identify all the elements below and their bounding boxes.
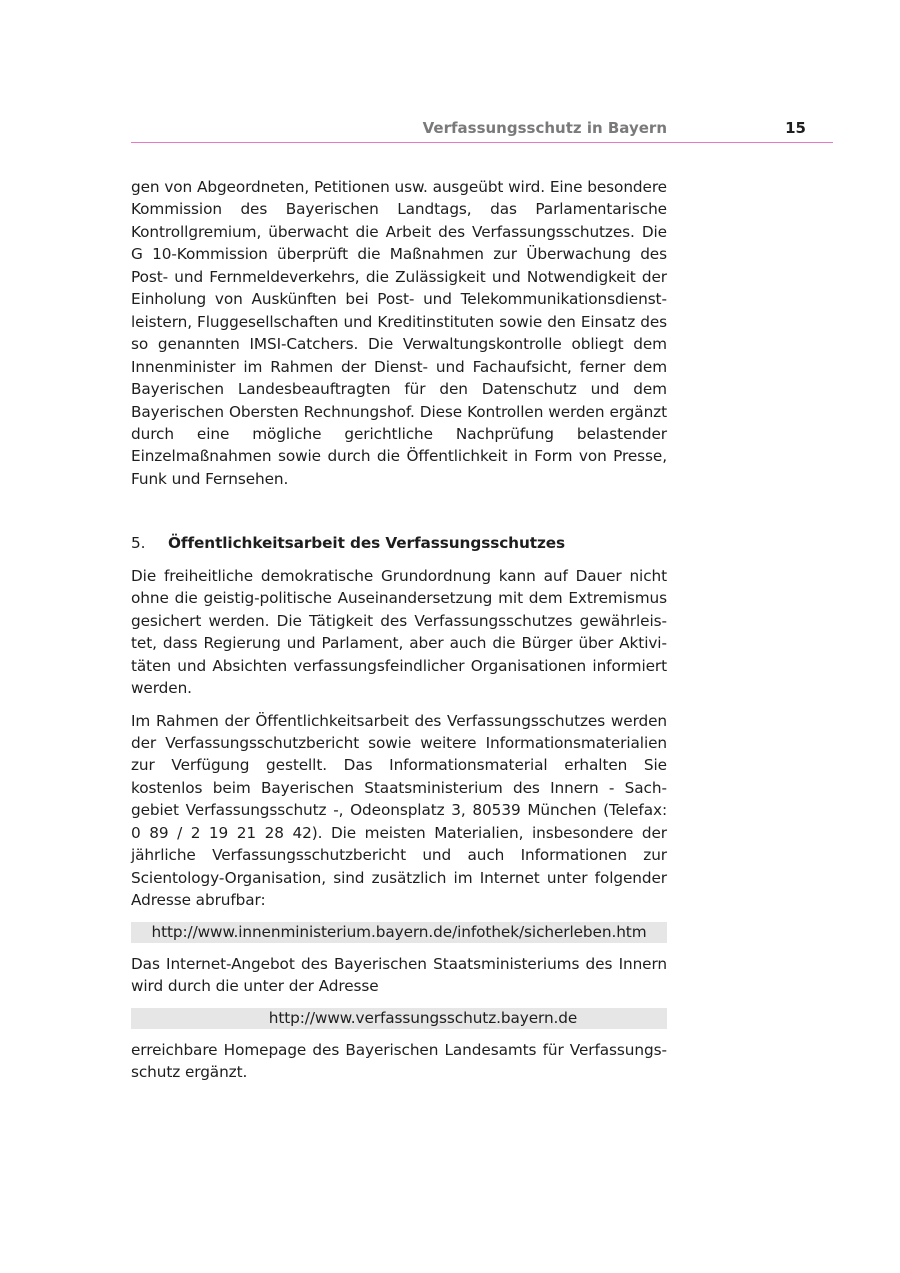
section-number: 5.	[131, 534, 146, 553]
paragraph-1: gen von Abgeordneten, Petitionen usw. ausgeübt wird. Eine besondere Kommission des Bayerischen Landtags, das Parlamentarische Kontrollgremium, überwacht die Arbeit des Verfassungsschutzes. Die G 10-Kommission überprüft die Maßnahmen zur Überwachung des Post- und Fernmeldeverkehrs, die Zulässigkeit und Notwendigkeit der Einholung von Auskünften bei Post- und Telekommunikationsdienstleistern, Fluggesellschaften und Kreditinstituten sowie den Einsatz des so genannten IMSI-Catchers. Die Verwaltungskontrolle obliegt dem Innenminister im Rahmen der Dienst- und Fachaufsicht, ferner dem Bayerischen Landesbeauftragten für den Datenschutz und dem Bayerischen Obersten Rechnungshof. Diese Kontrollen werden ergänzt durch eine mögliche gerichtliche Nachprüfung belastender Einzelmaßnahmen sowie durch die Öffentlichkeit in Form von Presse, Funk und Fernsehen.	[131, 178, 667, 488]
page-number: 15	[785, 119, 806, 137]
running-head	[131, 118, 833, 143]
section-heading	[131, 532, 667, 554]
paragraph-3: Im Rahmen der Öffentlichkeitsarbeit des Verfassungsschutzes werden der Verfassungsschutzbericht sowie weitere Informationsmaterialien zur Verfügung gestellt. Das Informationsmaterial erhalten Sie kostenlos beim Bayerischen Staatsministerium des Innern - Sachgebiet Verfassungsschutz -, Odeonsplatz 3, 80539 München (Telefax: 0 89 / 2 19 21 28 42). Die meisten Materialien, insbesondere der jährliche Verfassungsschutzbericht und auch Informationen zur Scientology-Organisation, sind zusätzlich im Internet unter folgender Adresse abrufbar:	[131, 711, 667, 910]
paragraph-4: Das Internet-Angebot des Bayerischen Staatsministeriums des Innern wird durch die unter der Adresse	[131, 954, 667, 996]
section-title: Öffentlichkeitsarbeit des Verfassungsschutzes	[168, 534, 566, 553]
paragraph-2: Die freiheitliche demokratische Grundordnung kann auf Dauer nicht ohne die geistig-politische Auseinandersetzung mit dem Extremismus gesichert werden. Die Tätigkeit des Verfassungsschutzes gewährleistet, dass Regierung und Parlament, aber auch die Bürger über Aktivitäten und Absichten verfassungsfeindlicher Organisationen informiert werden.	[131, 566, 667, 698]
page-content	[131, 176, 667, 1093]
paragraph-5: erreichbare Homepage des Bayerischen Landesamts für Verfassungsschutz ergänzt.	[131, 1040, 667, 1081]
url-box-verfassungsschutz: http://www.verfassungsschutz.bayern.de	[131, 1008, 667, 1029]
url-box-innenministerium: http://www.innenministerium.bayern.de/infothek/sicherleben.htm	[131, 922, 667, 943]
running-title: Verfassungsschutz in Bayern	[422, 119, 667, 137]
